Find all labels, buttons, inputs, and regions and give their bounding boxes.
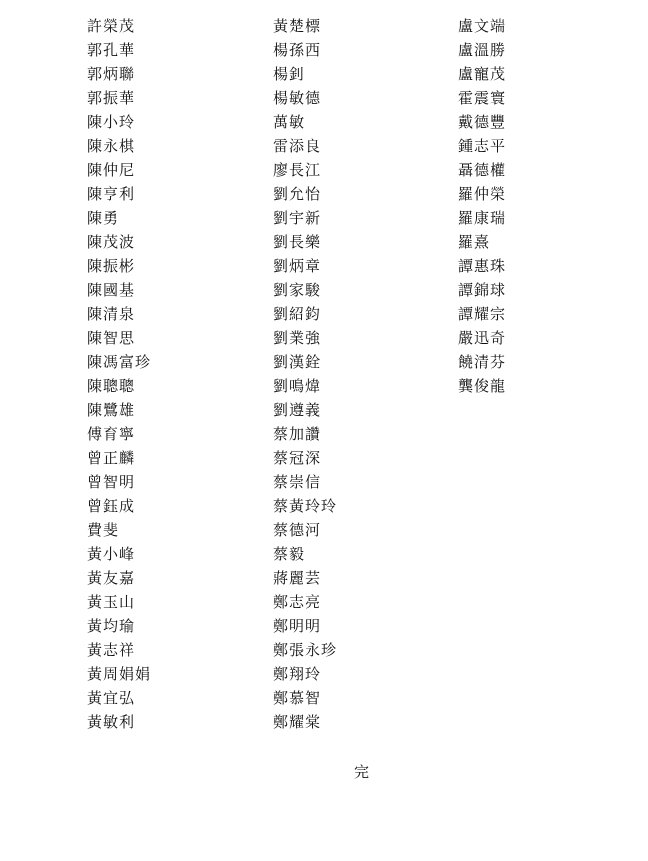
name-entry: 鍾志平: [458, 137, 507, 155]
name-entry: 曾正麟: [87, 449, 136, 467]
name-entry: 譚耀宗: [458, 305, 507, 323]
name-entry: 羅康瑞: [458, 209, 507, 227]
name-entry: 郭振華: [87, 89, 136, 107]
name-entry: 楊敏德: [273, 89, 322, 107]
name-entry: 郭炳聯: [87, 65, 136, 83]
name-entry: 曾智明: [87, 473, 136, 491]
name-entry: 黃楚標: [273, 17, 322, 35]
name-entry: 饒清芬: [458, 353, 507, 371]
name-entry: 鄭耀棠: [273, 713, 322, 731]
name-entry: 黃宜弘: [87, 689, 136, 707]
name-entry: 黃敏利: [87, 713, 136, 731]
name-entry: 龔俊龍: [458, 377, 507, 395]
name-entry: 聶德權: [458, 161, 507, 179]
name-entry: 陳亨利: [87, 185, 136, 203]
name-entry: 雷添良: [273, 137, 322, 155]
name-entry: 劉家駿: [273, 281, 322, 299]
name-entry: 鄭張永珍: [273, 641, 338, 659]
name-entry: 劉紹鈞: [273, 305, 322, 323]
name-entry: 楊孫西: [273, 41, 322, 59]
name-entry: 劉允怡: [273, 185, 322, 203]
name-entry: 郭孔華: [87, 41, 136, 59]
name-entry: 許榮茂: [87, 17, 136, 35]
name-column-3: [458, 14, 506, 398]
name-entry: 黃志祥: [87, 641, 136, 659]
name-entry: 鄭慕智: [273, 689, 322, 707]
name-entry: 傅育寧: [87, 425, 136, 443]
name-entry: 陳聰聰: [87, 377, 136, 395]
name-entry: 蔡毅: [273, 545, 306, 563]
name-entry: 楊釗: [273, 65, 306, 83]
name-column-1: [87, 14, 151, 734]
name-entry: 黃周娟娟: [87, 665, 152, 683]
name-entry: 萬敏: [273, 113, 306, 131]
name-entry: 陳茂波: [87, 233, 136, 251]
name-entry: 盧文端: [458, 17, 507, 35]
name-entry: 費斐: [87, 521, 120, 539]
name-entry: 黃玉山: [87, 593, 136, 611]
name-entry: 蔡冠深: [273, 449, 322, 467]
name-entry: 劉漢銓: [273, 353, 322, 371]
name-entry: 蔡德河: [273, 521, 322, 539]
name-entry: 黃小峰: [87, 545, 136, 563]
name-entry: 陳智思: [87, 329, 136, 347]
name-entry: 戴德豐: [458, 113, 507, 131]
name-entry: 陳馮富珍: [87, 353, 152, 371]
name-entry: 鄭翔玲: [273, 665, 322, 683]
name-entry: 劉炳章: [273, 257, 322, 275]
name-entry: 蔡崇信: [273, 473, 322, 491]
name-entry: 蔣麗芸: [273, 569, 322, 587]
name-entry: 盧寵茂: [458, 65, 507, 83]
name-entry: 黃友嘉: [87, 569, 136, 587]
name-entry: 劉遵義: [273, 401, 322, 419]
name-entry: 霍震寰: [458, 89, 507, 107]
name-entry: 鄭志亮: [273, 593, 322, 611]
name-entry: 嚴迅奇: [458, 329, 507, 347]
end-mark: 完: [354, 763, 370, 781]
name-entry: 羅熹: [458, 233, 491, 251]
name-entry: 廖長江: [273, 161, 322, 179]
name-entry: 譚錦球: [458, 281, 507, 299]
name-column-2: [273, 14, 337, 734]
name-entry: 陳鷺雄: [87, 401, 136, 419]
name-entry: 陳國基: [87, 281, 136, 299]
name-entry: 譚惠珠: [458, 257, 507, 275]
name-entry: 黃均瑜: [87, 617, 136, 635]
name-entry: 蔡加讚: [273, 425, 322, 443]
name-entry: 陳永棋: [87, 137, 136, 155]
name-entry: 陳小玲: [87, 113, 136, 131]
name-entry: 鄭明明: [273, 617, 322, 635]
name-entry: 陳清泉: [87, 305, 136, 323]
name-entry: 劉長樂: [273, 233, 322, 251]
name-entry: 陳仲尼: [87, 161, 136, 179]
name-entry: 劉業強: [273, 329, 322, 347]
name-entry: 盧溫勝: [458, 41, 507, 59]
name-entry: 羅仲榮: [458, 185, 507, 203]
name-entry: 蔡黃玲玲: [273, 497, 338, 515]
name-entry: 劉宇新: [273, 209, 322, 227]
name-entry: 劉鳴煒: [273, 377, 322, 395]
name-entry: 曾鈺成: [87, 497, 136, 515]
name-entry: 陳勇: [87, 209, 120, 227]
name-entry: 陳振彬: [87, 257, 136, 275]
